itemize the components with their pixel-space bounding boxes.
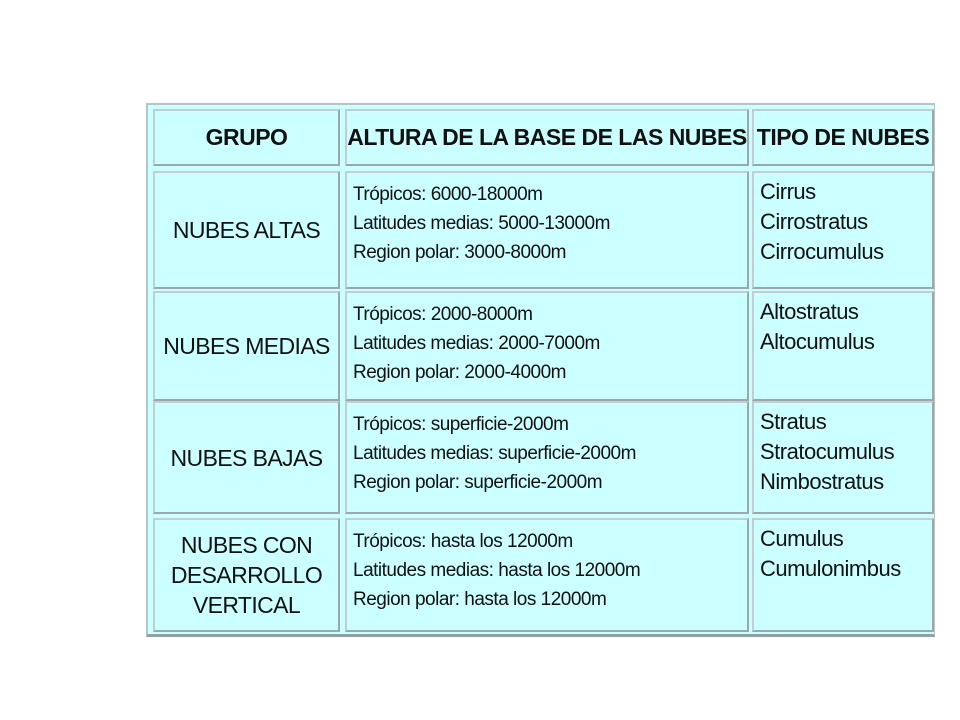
grupo-line: VERTICAL: [192, 592, 301, 618]
tipo-line: Stratus: [760, 409, 827, 434]
header-tipo: TIPO DE NUBES: [752, 109, 934, 166]
altura-line: Latitudes medias: superficie-2000m: [353, 443, 636, 464]
row-altas-altura: [345, 171, 749, 289]
row-bajas-grupo: [153, 401, 340, 514]
altura-line: Trópicos: hasta los 12000m: [353, 531, 573, 552]
row-medias-grupo: [153, 291, 340, 401]
tipo-line: Stratocumulus: [760, 439, 895, 464]
grupo-line: NUBES BAJAS: [170, 444, 323, 471]
tipo-line: Cirrocumulus: [760, 239, 884, 264]
tipo-line: Cirrus: [760, 179, 816, 204]
grupo-line: DESARROLLO: [170, 562, 323, 588]
grupo-line: NUBES CON: [180, 532, 313, 558]
row-vertical-grupo: [153, 518, 340, 632]
tipo-line: Altostratus: [760, 299, 859, 324]
altura-line: Region polar: hasta los 12000m: [353, 589, 607, 610]
tipo-line: Altocumulus: [760, 329, 875, 354]
altura-line: Trópicos: 2000-8000m: [353, 304, 533, 325]
row-altas-grupo: [153, 171, 340, 289]
grupo-line: NUBES MEDIAS: [163, 333, 330, 359]
header-altura: ALTURA DE LA BASE DE LAS NUBES: [345, 109, 749, 166]
row-bajas-tipo: [752, 401, 934, 514]
altura-line: Region polar: 2000-4000m: [353, 362, 566, 383]
row-vertical-altura: [345, 518, 749, 632]
altura-line: Trópicos: 6000-18000m: [353, 184, 543, 205]
grupo-line: NUBES ALTAS: [172, 217, 321, 243]
tipo-line: Cirrostratus: [760, 209, 868, 234]
altura-line: Latitudes medias: 2000-7000m: [353, 333, 600, 354]
altura-line: Region polar: 3000-8000m: [353, 242, 566, 263]
row-vertical-tipo: [752, 518, 934, 632]
altura-line: Latitudes medias: hasta los 12000m: [353, 560, 641, 581]
row-medias-tipo: [752, 291, 934, 401]
tipo-line: Nimbostratus: [760, 469, 884, 494]
cloud-types-table: [146, 103, 935, 637]
header-grupo: GRUPO: [153, 109, 340, 166]
row-altas-tipo: [752, 171, 934, 289]
tipo-line: Cumulus: [760, 526, 844, 551]
tipo-line: Cumulonimbus: [760, 556, 901, 581]
row-bajas-altura: [345, 401, 749, 514]
row-medias-altura: [345, 291, 749, 401]
altura-line: Latitudes medias: 5000-13000m: [353, 213, 610, 234]
altura-line: Trópicos: superficie-2000m: [353, 414, 569, 435]
altura-line: Region polar: superficie-2000m: [353, 472, 603, 493]
